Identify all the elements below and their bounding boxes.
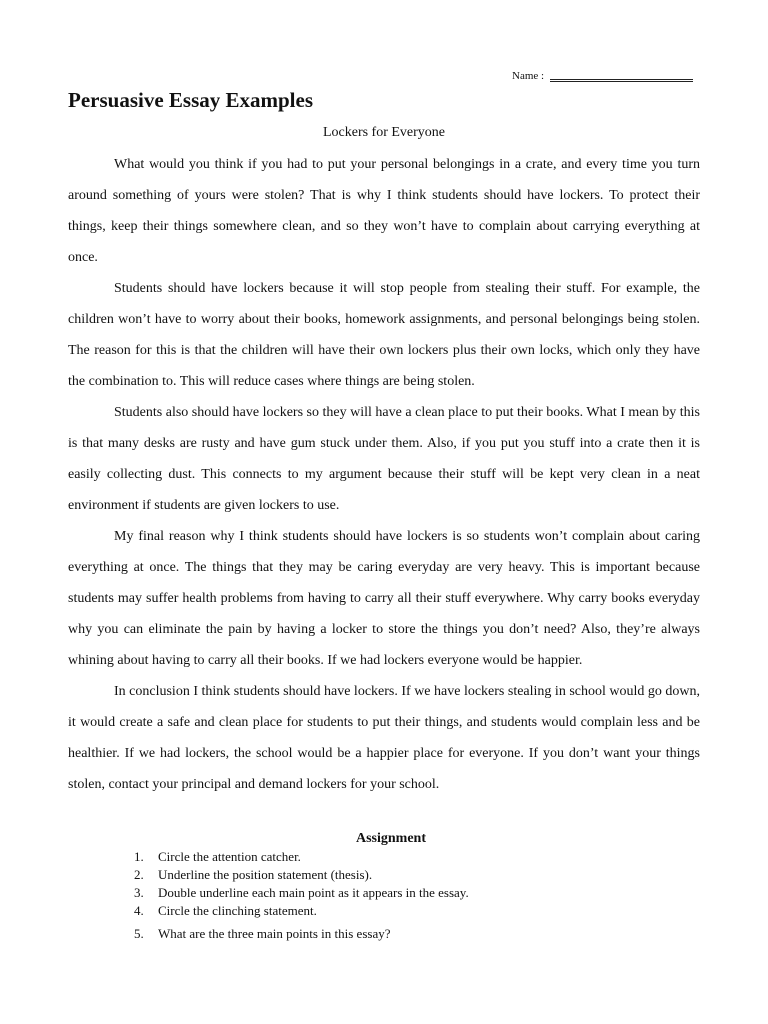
assignment-item-text: What are the three main points in this essay?	[158, 926, 391, 941]
document-title: Persuasive Essay Examples	[68, 88, 314, 112]
assignment-item-number: 5.	[134, 926, 144, 941]
essay-paragraph: What would you think if you had to put your personal belongings in a crate, and every time you turn around something of yours were stolen? That is why I think students should have lockers. To protect their things, keep their things somewhere clean, and so they won’t have to complain about carrying everything at once.	[68, 157, 700, 265]
essay-paragraph: In conclusion I think students should have lockers. If we have lockers stealing in school would go down, it would create a safe and clean place for students to put their things, and students would complain less and be healthier. If we had lockers, the school would be a happier place for everyone. If you don’t want your things stolen, contact your principal and demand lockers for your school.	[68, 684, 700, 792]
assignment-item	[134, 848, 694, 866]
assignment-item	[134, 925, 694, 943]
essay-body	[68, 149, 700, 800]
assignment-item-text: Underline the position statement (thesis).	[158, 867, 373, 882]
assignment-item-text: Double underline each main point as it appears in the essay.	[158, 885, 469, 900]
assignment-item-number: 2.	[134, 867, 144, 882]
assignment-item-number: 1.	[134, 849, 144, 864]
name-blank-line	[550, 70, 693, 82]
name-field	[512, 70, 693, 82]
essay-paragraph: Students also should have lockers so they will have a clean place to put their books. What I mean by this is that many desks are rusty and have gum stuck under them. Also, if you put you stuff into a crate then it is easily collecting dust. This connects to my argument because their stuff will be kept very clean in a neat environment if students are given lockers to use.	[68, 405, 700, 513]
essay-paragraph: My final reason why I think students should have lockers is so students won’t complain about caring everything at once. The things that they may be caring everyday are very heavy. This is important because students may suffer health problems from having to carry all their stuff everywhere. Why carry books everyday why you can eliminate the pain by having a locker to store the things you don’t need? Also, they’re always whining about having to carry all their books. If we had lockers everyone would be happier.	[68, 529, 700, 668]
assignment-list	[134, 848, 694, 943]
assignment-item-text: Circle the clinching statement.	[158, 903, 317, 918]
assignment-item	[134, 884, 694, 902]
assignment-item	[134, 866, 694, 884]
essay-paragraph: Students should have lockers because it will stop people from stealing their stuff. For example, the children won’t have to worry about their books, homework assignments, and personal belongings being stolen. The reason for this is that the children will have their own lockers plus their own locks, which only they have the combination to. This will reduce cases where things are being stolen.	[68, 281, 700, 389]
assignment-heading: Assignment	[355, 831, 426, 846]
assignment-item-text: Circle the attention catcher.	[158, 849, 301, 864]
name-label: Name :	[512, 70, 545, 82]
assignment-item-number: 3.	[134, 885, 144, 900]
essay-title: Lockers for Everyone	[322, 125, 446, 140]
assignment-item	[134, 902, 694, 920]
assignment-item-number: 4.	[134, 903, 144, 918]
